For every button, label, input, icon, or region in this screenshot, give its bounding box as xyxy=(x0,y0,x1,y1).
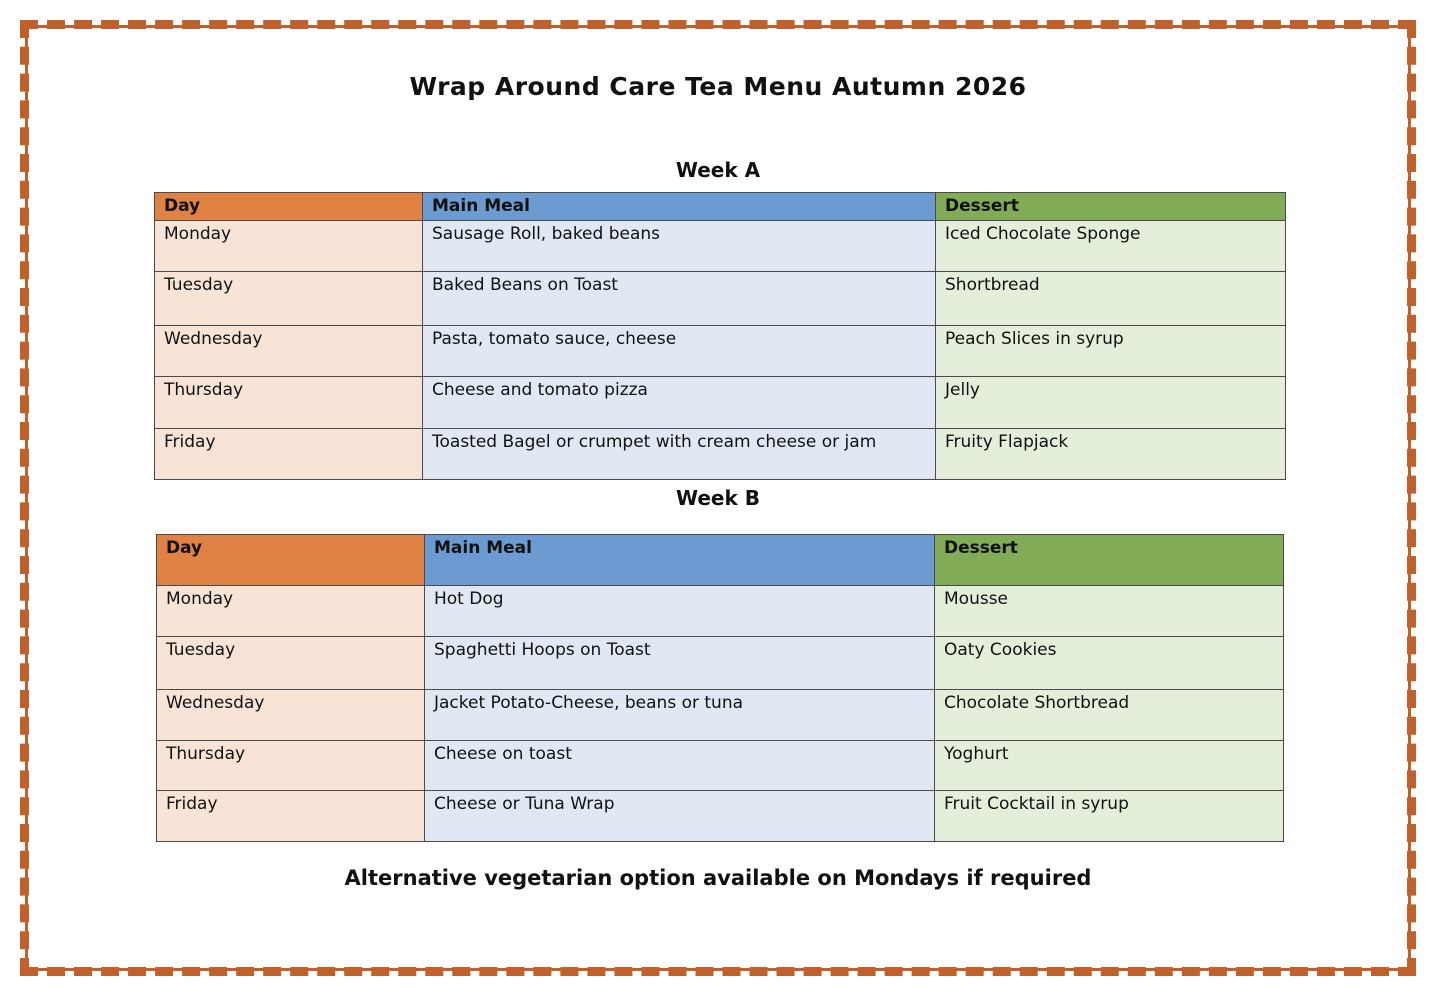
day-cell: Thursday xyxy=(157,741,425,791)
table-row xyxy=(157,690,1284,741)
day-cell: Tuesday xyxy=(155,272,423,326)
day-cell: Tuesday xyxy=(157,637,425,690)
week-a-title: Week A xyxy=(675,158,761,182)
day-cell: Wednesday xyxy=(155,326,423,377)
menu-title: Wrap Around Care Tea Menu Autumn 2026 xyxy=(409,72,1027,101)
main-meal-cell: Hot Dog xyxy=(425,586,935,637)
day-cell: Monday xyxy=(155,221,423,272)
day-column-header: Day xyxy=(155,193,423,221)
main-meal-cell: Sausage Roll, baked beans xyxy=(423,221,936,272)
dessert-cell: Fruit Cocktail in syrup xyxy=(935,791,1284,842)
week-b-title: Week B xyxy=(676,486,760,510)
dessert-column-header: Dessert xyxy=(935,535,1284,586)
table-row xyxy=(155,429,1286,480)
main-meal-cell: Cheese on toast xyxy=(425,741,935,791)
main-meal-column-header: Main Meal xyxy=(423,193,936,221)
main-meal-cell: Jacket Potato-Cheese, beans or tuna xyxy=(425,690,935,741)
main-meal-cell: Cheese and tomato pizza xyxy=(423,377,936,429)
dessert-cell: Jelly xyxy=(936,377,1286,429)
day-cell: Monday xyxy=(157,586,425,637)
main-meal-column-header: Main Meal xyxy=(425,535,935,586)
table-row xyxy=(155,272,1286,326)
table-header-row xyxy=(157,535,1284,586)
week-b-table xyxy=(156,534,1284,842)
dessert-column-header: Dessert xyxy=(936,193,1286,221)
table-row xyxy=(157,586,1284,637)
day-cell: Wednesday xyxy=(157,690,425,741)
table-row xyxy=(157,791,1284,842)
main-meal-cell: Cheese or Tuna Wrap xyxy=(425,791,935,842)
dessert-cell: Peach Slices in syrup xyxy=(936,326,1286,377)
dessert-cell: Oaty Cookies xyxy=(935,637,1284,690)
day-column-header: Day xyxy=(157,535,425,586)
week-a-table xyxy=(154,192,1286,480)
table-row xyxy=(155,221,1286,272)
table-row xyxy=(155,326,1286,377)
dessert-cell: Fruity Flapjack xyxy=(936,429,1286,480)
dessert-cell: Chocolate Shortbread xyxy=(935,690,1284,741)
main-meal-cell: Spaghetti Hoops on Toast xyxy=(425,637,935,690)
main-meal-cell: Toasted Bagel or crumpet with cream cheese or jam xyxy=(423,429,936,480)
day-cell: Friday xyxy=(155,429,423,480)
table-row xyxy=(157,741,1284,791)
dessert-cell: Shortbread xyxy=(936,272,1286,326)
day-cell: Thursday xyxy=(155,377,423,429)
table-row xyxy=(157,637,1284,690)
day-cell: Friday xyxy=(157,791,425,842)
table-header-row xyxy=(155,193,1286,221)
vegetarian-note: Alternative vegetarian option available on Mondays if required xyxy=(344,866,1092,890)
dessert-cell: Yoghurt xyxy=(935,741,1284,791)
dessert-cell: Mousse xyxy=(935,586,1284,637)
main-meal-cell: Pasta, tomato sauce, cheese xyxy=(423,326,936,377)
main-meal-cell: Baked Beans on Toast xyxy=(423,272,936,326)
table-row xyxy=(155,377,1286,429)
dessert-cell: Iced Chocolate Sponge xyxy=(936,221,1286,272)
